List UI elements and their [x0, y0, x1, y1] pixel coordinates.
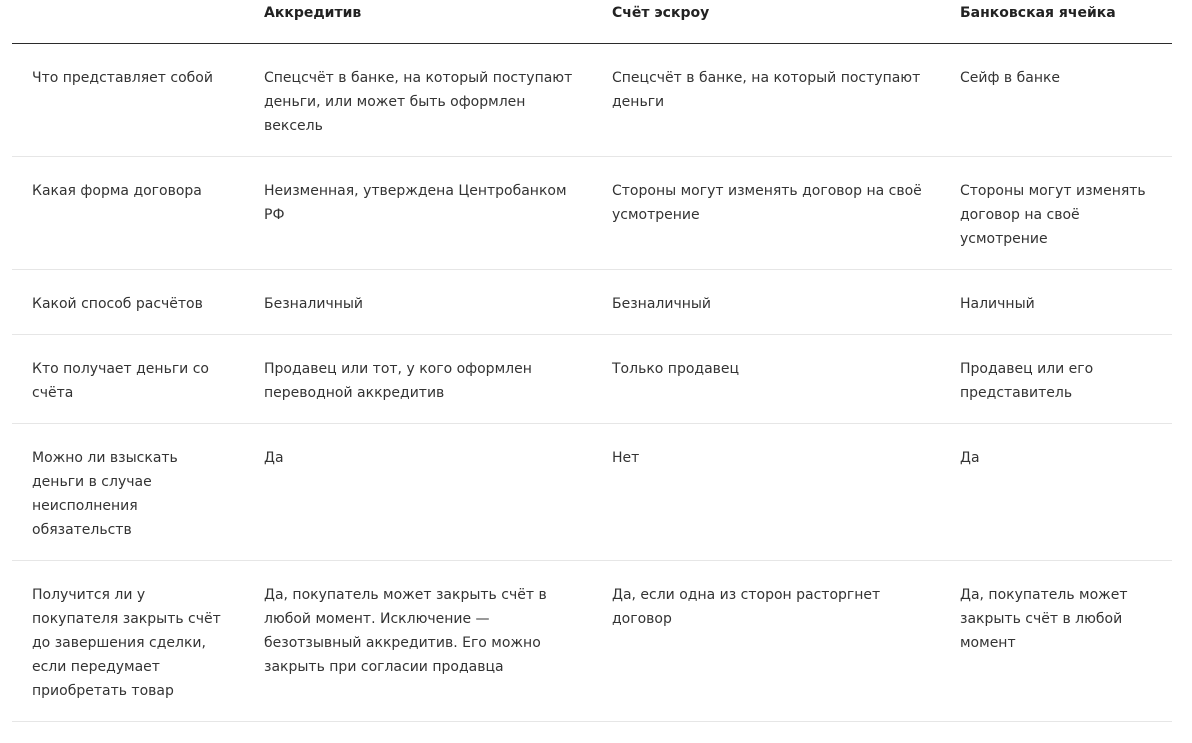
row-label: Получится ли у покупателя закрыть счёт до завершения сделки, если передумает приобретать товар: [32, 587, 221, 699]
table-cell: Спецсчёт в банке, на который поступают деньги: [612, 70, 921, 110]
row-label: Какая форма договора: [32, 183, 202, 199]
column-header-letter-of-credit: Аккредитив: [264, 5, 362, 21]
table-cell: Стороны могут изменять договор на своё усмотрение: [960, 183, 1146, 247]
table-row: [12, 157, 1172, 270]
table-cell: Только продавец: [612, 361, 740, 377]
table-cell: Да: [264, 450, 284, 466]
table-row: [12, 270, 1172, 335]
comparison-table: [12, 0, 1172, 722]
table-cell: Продавец или его представитель: [960, 361, 1094, 401]
table-row: [12, 335, 1172, 424]
table-row: [12, 561, 1172, 722]
table-cell: Безналичный: [612, 296, 712, 312]
column-header-escrow-account: Счёт эскроу: [612, 5, 710, 21]
table-row: [12, 424, 1172, 561]
table-cell: Стороны могут изменять договор на своё усмотрение: [612, 183, 922, 223]
column-header-safe-deposit-box: Банковская ячейка: [960, 5, 1116, 21]
table-cell: Да, покупатель может закрыть счёт в любой момент: [960, 587, 1128, 651]
table-cell: Наличный: [960, 296, 1035, 312]
row-label: Можно ли взыскать деньги в случае неисполнения обязательств: [32, 450, 178, 538]
table-cell: Безналичный: [264, 296, 364, 312]
table-row: [12, 44, 1172, 157]
table-cell: Да: [960, 450, 980, 466]
table-cell: Продавец или тот, у кого оформлен переводной аккредитив: [264, 361, 532, 401]
row-label: Какой способ расчётов: [32, 296, 203, 312]
table-header-row: [12, 0, 1172, 44]
table-cell: Да, покупатель может закрыть счёт в любой момент. Исключение — безотзывный аккредитив. Его можно закрыть при согласии продавца: [264, 587, 547, 675]
table-cell: Сейф в банке: [960, 70, 1061, 86]
row-label: Кто получает деньги со счёта: [32, 361, 209, 401]
table-cell: Спецсчёт в банке, на который поступают деньги, или может быть оформлен вексель: [264, 70, 573, 134]
row-label: Что представляет собой: [32, 70, 213, 86]
table-cell: Да, если одна из сторон расторгнет договор: [612, 587, 881, 627]
table-cell: Нет: [612, 450, 640, 466]
table-cell: Неизменная, утверждена Центробанком РФ: [264, 183, 567, 223]
